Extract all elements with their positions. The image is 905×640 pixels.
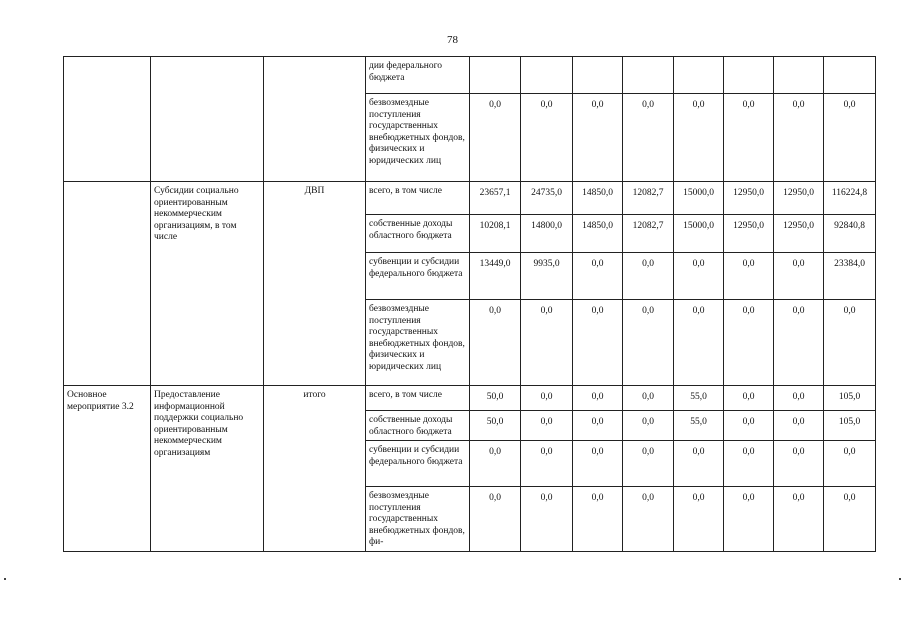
year-value-cell: 0,0	[774, 411, 824, 441]
year-value-cell: 0,0	[573, 487, 623, 552]
year-value-cell: 0,0	[573, 253, 623, 300]
total-value-cell: 0,0	[824, 94, 876, 182]
year-value-cell: 0,0	[521, 487, 573, 552]
table-row	[64, 57, 876, 94]
table-body	[64, 57, 876, 552]
year-value-cell: 0,0	[623, 253, 674, 300]
year-value-cell: 12950,0	[774, 182, 824, 215]
year-value-cell: 12082,7	[623, 215, 674, 253]
year-value-cell: 12950,0	[724, 182, 774, 215]
year-value-cell: 12082,7	[623, 182, 674, 215]
year-value-cell: 0,0	[774, 300, 824, 386]
total-value-cell: 0,0	[824, 441, 876, 487]
year-value-cell: 12950,0	[724, 215, 774, 253]
year-value-cell: 0,0	[774, 253, 824, 300]
year-value-cell: 0,0	[724, 411, 774, 441]
year-value-cell: 24735,0	[521, 182, 573, 215]
measure-name-cell: Предоставление информационной поддержки социально ориентированным некоммерческим организациям	[151, 386, 264, 552]
year-value-cell: 0,0	[674, 94, 724, 182]
year-value-cell: 14800,0	[521, 215, 573, 253]
year-value-cell: 0,0	[573, 441, 623, 487]
funding-source-cell: всего, в том числе	[366, 386, 470, 411]
table-row	[64, 182, 876, 215]
total-value-cell: 0,0	[824, 487, 876, 552]
year-value-cell: 0,0	[674, 487, 724, 552]
year-value-cell: 0,0	[521, 94, 573, 182]
year-value-cell: 0,0	[623, 487, 674, 552]
executor-cell: ДВП	[264, 182, 366, 386]
year-value-cell: 10208,1	[470, 215, 521, 253]
year-value-cell: 0,0	[521, 386, 573, 411]
funding-source-cell: субвенции и субсидии федерального бюджета	[366, 441, 470, 487]
year-value-cell: 14850,0	[573, 215, 623, 253]
funding-source-cell: дии федерального бюджета	[366, 57, 470, 94]
funding-source-cell: всего, в том числе	[366, 182, 470, 215]
year-value-cell: 0,0	[623, 300, 674, 386]
page-number: 78	[447, 34, 458, 46]
year-value-cell: 0,0	[521, 411, 573, 441]
year-value-cell: 0,0	[573, 300, 623, 386]
scan-speck	[899, 578, 901, 580]
year-value-cell: 0,0	[470, 300, 521, 386]
funding-source-cell: безвозмездные поступления государственных внебюджетных фондов, физических и юридических лиц	[366, 94, 470, 182]
year-value-cell	[623, 57, 674, 94]
funding-source-cell: собственные доходы областного бюджета	[366, 411, 470, 441]
year-value-cell: 55,0	[674, 386, 724, 411]
year-value-cell	[521, 57, 573, 94]
year-value-cell: 50,0	[470, 386, 521, 411]
year-value-cell	[470, 57, 521, 94]
year-value-cell: 13449,0	[470, 253, 521, 300]
total-value-cell	[824, 57, 876, 94]
year-value-cell: 0,0	[724, 487, 774, 552]
total-value-cell: 105,0	[824, 411, 876, 441]
year-value-cell: 0,0	[724, 300, 774, 386]
year-value-cell: 0,0	[521, 300, 573, 386]
measure-cell	[64, 57, 151, 182]
year-value-cell: 50,0	[470, 411, 521, 441]
year-value-cell: 0,0	[573, 386, 623, 411]
measure-cell	[64, 182, 151, 386]
total-value-cell: 23384,0	[824, 253, 876, 300]
year-value-cell: 0,0	[674, 300, 724, 386]
measure-name-cell	[151, 57, 264, 182]
year-value-cell: 0,0	[724, 386, 774, 411]
total-value-cell: 105,0	[824, 386, 876, 411]
year-value-cell: 55,0	[674, 411, 724, 441]
year-value-cell: 0,0	[521, 441, 573, 487]
total-value-cell: 0,0	[824, 300, 876, 386]
year-value-cell: 0,0	[724, 94, 774, 182]
year-value-cell: 0,0	[573, 411, 623, 441]
year-value-cell: 23657,1	[470, 182, 521, 215]
year-value-cell: 0,0	[774, 487, 824, 552]
funding-source-cell: собственные доходы областного бюджета	[366, 215, 470, 253]
year-value-cell: 15000,0	[674, 215, 724, 253]
measure-name-cell: Субсидии социально ориентированным некоммерческим организациям, в том числе	[151, 182, 264, 386]
year-value-cell	[774, 57, 824, 94]
funding-source-cell: безвозмездные поступления государственных внебюджетных фондов, физических и юридических лиц	[366, 300, 470, 386]
year-value-cell: 15000,0	[674, 182, 724, 215]
table-row	[64, 386, 876, 411]
year-value-cell	[674, 57, 724, 94]
year-value-cell: 0,0	[623, 386, 674, 411]
year-value-cell: 12950,0	[774, 215, 824, 253]
budget-table	[63, 56, 876, 552]
total-value-cell: 92840,8	[824, 215, 876, 253]
executor-cell	[264, 57, 366, 182]
year-value-cell: 0,0	[674, 253, 724, 300]
year-value-cell: 14850,0	[573, 182, 623, 215]
year-value-cell: 0,0	[724, 441, 774, 487]
year-value-cell: 0,0	[774, 94, 824, 182]
year-value-cell	[724, 57, 774, 94]
year-value-cell: 0,0	[470, 487, 521, 552]
total-value-cell: 116224,8	[824, 182, 876, 215]
year-value-cell: 0,0	[724, 253, 774, 300]
year-value-cell: 0,0	[674, 441, 724, 487]
year-value-cell: 0,0	[774, 441, 824, 487]
year-value-cell: 0,0	[774, 386, 824, 411]
funding-source-cell: безвозмездные поступления государственных внебюджетных фондов, фи-	[366, 487, 470, 552]
year-value-cell	[573, 57, 623, 94]
executor-cell: итого	[264, 386, 366, 552]
year-value-cell: 0,0	[573, 94, 623, 182]
year-value-cell: 0,0	[470, 441, 521, 487]
year-value-cell: 0,0	[623, 411, 674, 441]
year-value-cell: 0,0	[470, 94, 521, 182]
year-value-cell: 0,0	[623, 441, 674, 487]
year-value-cell: 0,0	[623, 94, 674, 182]
year-value-cell: 9935,0	[521, 253, 573, 300]
scan-speck	[4, 578, 6, 580]
measure-cell: Основное мероприятие 3.2	[64, 386, 151, 552]
funding-source-cell: субвенции и субсидии федерального бюджета	[366, 253, 470, 300]
